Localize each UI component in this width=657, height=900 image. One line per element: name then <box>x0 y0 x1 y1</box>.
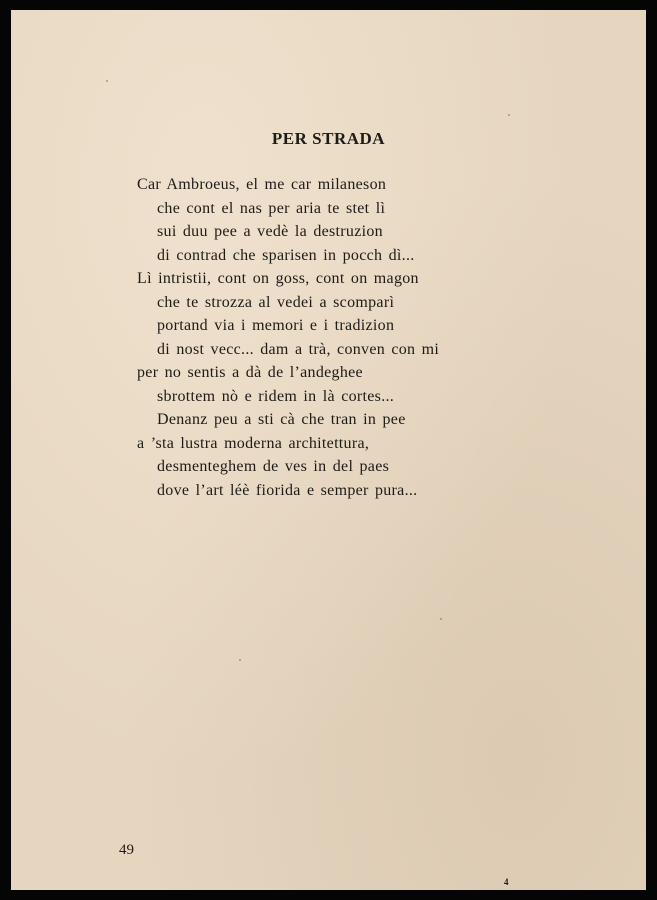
poem-line: di contrad che sparisen in pocch dì... <box>157 246 415 264</box>
paper-speck <box>239 659 241 661</box>
poem-line: sbrottem nò e ridem in là cortes... <box>157 387 395 405</box>
poem-title: PER STRADA <box>271 129 386 148</box>
poem-line: dove l’art léè fiorida e semper pura... <box>157 481 418 499</box>
poem-line: che te strozza al vedei a scomparì <box>157 293 395 311</box>
poem-line: Car Ambroeus, el me car milaneson <box>137 176 387 193</box>
poem-line: per no sentis a dà de l’andeghee <box>137 364 363 381</box>
page-number: 49 <box>119 842 134 858</box>
poem-body <box>137 173 439 502</box>
poem-line: che cont el nas per aria te stet lì <box>157 199 386 217</box>
book-page <box>11 10 646 890</box>
poem-line: portand via i memori e i tradizion <box>157 317 395 334</box>
poem-line: Denanz peu a sti cà che tran in pee <box>157 411 406 428</box>
poem-line: desmenteghem de ves in del paes <box>157 458 390 475</box>
signature-mark: 4 <box>504 877 509 887</box>
paper-speck <box>508 114 510 116</box>
poem-line: di nost vecc... dam a trà, conven con mi <box>157 340 440 358</box>
poem-line: sui duu pee a vedè la destruzion <box>157 223 383 240</box>
paper-speck <box>106 80 108 82</box>
poem-line: a ’sta lustra moderna architettura, <box>137 434 370 452</box>
paper-speck <box>440 618 442 620</box>
poem-line: Lì intristii, cont on goss, cont on magon <box>137 270 419 287</box>
